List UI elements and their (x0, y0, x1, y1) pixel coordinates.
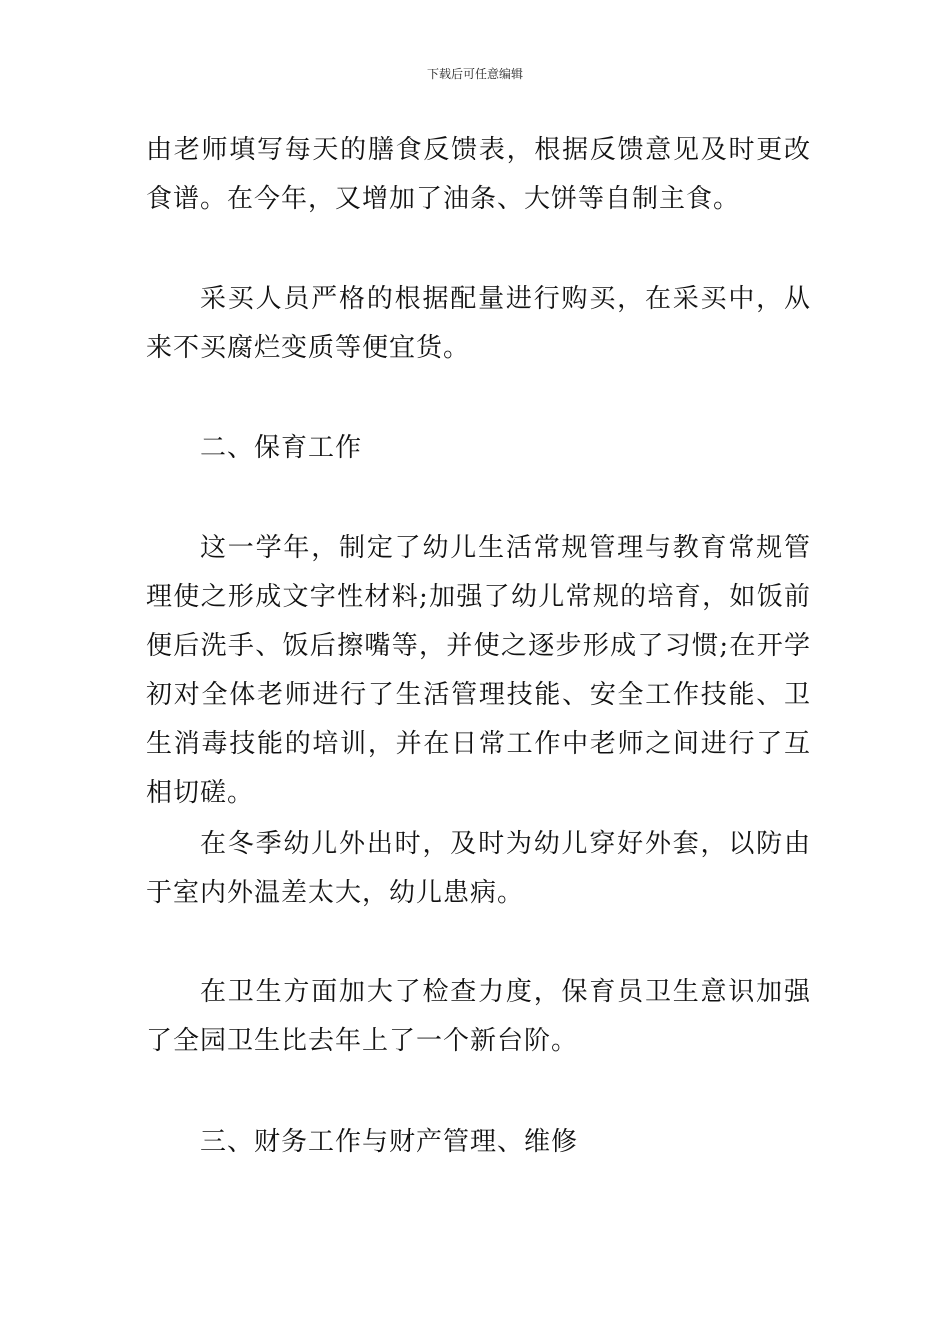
paragraph-childcare-routine: 这一学年，制定了幼儿生活常规管理与教育常规管理使之形成文字性材料;加强了幼儿常规的培育，如饭前便后洗手、饭后擦嘴等，并使之逐步形成了习惯;在开学初对全体老师进行了生活管理技能、安全工作技能、卫生消毒技能的培训，并在日常工作中老师之间进行了互相切磋。 (146, 533, 811, 808)
paragraph-purchasing: 采买人员严格的根据配量进行购买，在采买中，从来不买腐烂变质等便宜货。 (146, 284, 811, 363)
section-heading-childcare: 二、保育工作 (200, 433, 363, 463)
paragraph-menu-feedback: 由老师填写每天的膳食反馈表，根据反馈意见及时更改食谱。在今年，又增加了油条、大饼等自制主食。 (146, 135, 811, 214)
paragraph-hygiene: 在卫生方面加大了检查力度，保育员卫生意识加强了全园卫生比去年上了一个新台阶。 (146, 977, 811, 1056)
section-heading-finance: 三、财务工作与财产管理、维修 (200, 1127, 579, 1157)
paragraph-winter-care: 在冬季幼儿外出时，及时为幼儿穿好外套，以防由于室内外温差太大，幼儿患病。 (146, 829, 811, 908)
page-header-note: 下载后可任意编辑 (426, 67, 523, 81)
